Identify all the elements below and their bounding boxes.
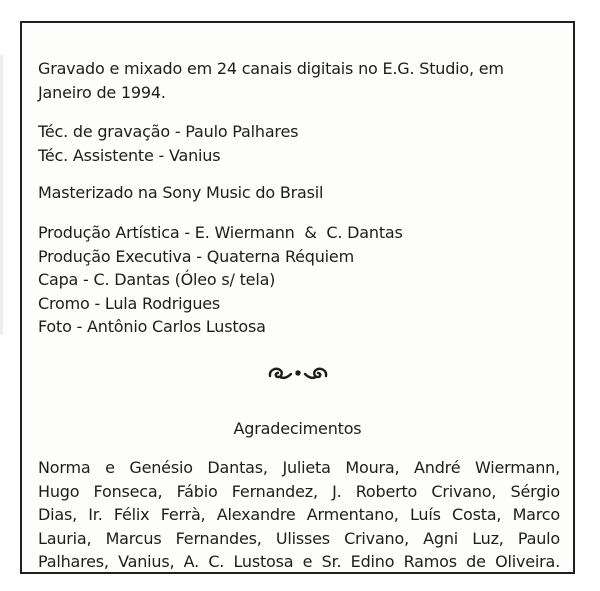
- section-divider: [22, 365, 573, 385]
- text-line: Janeiro de 1994.: [38, 82, 166, 102]
- acknowledgements-list: [38, 456, 560, 574]
- floral-scroll-ornament-icon: [265, 365, 331, 383]
- recording-note: [38, 57, 560, 104]
- text-line: Dias, Ir. Félix Ferrà, Alexandre Armentano, Luís Costa, Marco: [38, 505, 560, 524]
- text-line: Lauria, Marcus Fernandes, Ulisses Crivano, Agni Luz, Paulo: [38, 528, 560, 548]
- text-line: Cromo - Lula Rodrigues: [38, 293, 221, 313]
- text-line: Gravado e mixado em 24 canais digitais no E.G. Studio, em: [38, 59, 504, 78]
- mastering-credit: [38, 181, 560, 205]
- text-line: Capa - C. Dantas (Óleo s/ tela): [38, 270, 276, 289]
- text-line: Norma e Genésio Dantas, Julieta Moura, André Wiermann,: [38, 458, 560, 477]
- text-line: Produção Executiva - Quaterna Réquiem: [38, 246, 354, 266]
- acknowledgements-heading: Agradecimentos: [233, 419, 362, 438]
- credits-page: [20, 21, 575, 574]
- text-line: Téc. Assistente - Vanius: [38, 145, 221, 165]
- scan-artifact: [0, 55, 3, 335]
- text-line: Masterizado na Sony Music do Brasil: [38, 183, 324, 202]
- text-line: Téc. de gravação - Paulo Palhares: [38, 122, 299, 141]
- production-credits: [38, 221, 560, 339]
- text-line: Palhares, Vanius, A. C. Lustosa e Sr. Edino Ramos de Oliveira.: [38, 552, 560, 571]
- text-line: Foto - Antônio Carlos Lustosa: [38, 317, 266, 336]
- technician-credits: [38, 120, 560, 167]
- text-line: Hugo Fonseca, Fábio Fernandez, J. Roberto Crivano, Sérgio: [38, 481, 560, 501]
- text-line: Produção Artística - E. Wiermann & C. Dantas: [38, 223, 403, 242]
